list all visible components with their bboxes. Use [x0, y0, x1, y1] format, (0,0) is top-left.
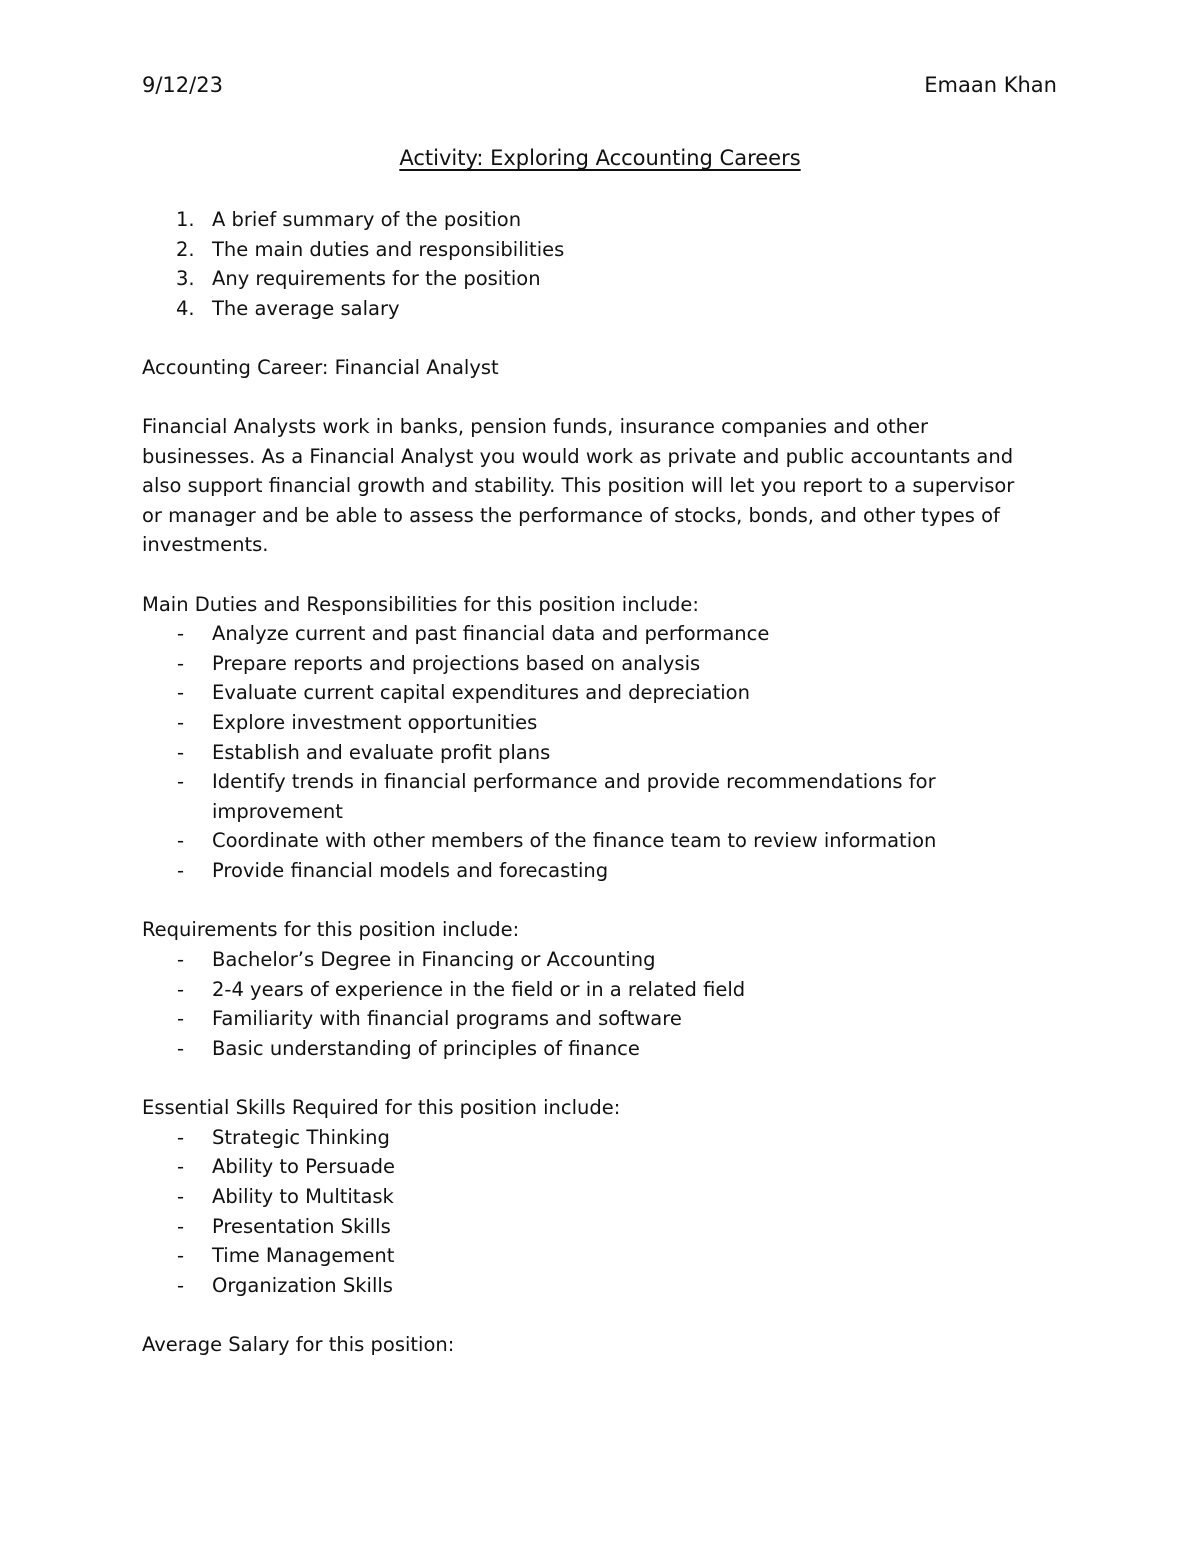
bullet-dash: - — [177, 770, 185, 793]
summary-line: or manager and be able to assess the performance of stocks, bonds, and other types of — [142, 504, 1000, 527]
duty-item: Provide financial models and forecasting — [212, 859, 609, 882]
bullet-dash: - — [177, 652, 185, 675]
bullet-dash: - — [177, 1126, 185, 1149]
bullet-dash: - — [177, 741, 185, 764]
prompt-item: The average salary — [212, 297, 400, 320]
skill-item: Organization Skills — [212, 1274, 393, 1297]
bullet-dash: - — [177, 681, 185, 704]
prompt-number: 4. — [176, 297, 195, 320]
salary-heading: Average Salary for this position: — [142, 1333, 455, 1356]
requirement-item: Basic understanding of principles of finance — [212, 1037, 640, 1060]
summary-line: businesses. As a Financial Analyst you would work as private and public accountants and — [142, 445, 1014, 468]
prompt-number: 3. — [176, 267, 195, 290]
bullet-dash: - — [177, 622, 185, 645]
document-title-text: Activity: Exploring Accounting Careers — [399, 146, 801, 170]
bullet-dash: - — [177, 948, 185, 971]
bullet-dash: - — [177, 1274, 185, 1297]
skill-item: Presentation Skills — [212, 1215, 391, 1238]
bullet-dash: - — [177, 1155, 185, 1178]
document-title — [0, 143, 1200, 173]
summary-line: also support financial growth and stability. This position will let you report to a supervisor — [142, 474, 1015, 497]
duties-heading: Main Duties and Responsibilities for this position include: — [142, 593, 699, 616]
header-date: 9/12/23 — [142, 73, 223, 97]
requirements-heading: Requirements for this position include: — [142, 918, 520, 941]
skill-item: Time Management — [212, 1244, 395, 1267]
bullet-dash: - — [177, 1215, 185, 1238]
prompt-number: 1. — [176, 208, 195, 231]
duty-item: Identify trends in financial performance and provide recommendations for — [212, 770, 936, 793]
duty-item: Evaluate current capital expenditures and depreciation — [212, 681, 750, 704]
skills-heading: Essential Skills Required for this position include: — [142, 1096, 621, 1119]
requirement-item: Bachelor’s Degree in Financing or Accounting — [212, 948, 656, 971]
duty-item: Analyze current and past financial data and performance — [212, 622, 770, 645]
bullet-dash: - — [177, 859, 185, 882]
prompt-number: 2. — [176, 238, 195, 261]
bullet-dash: - — [177, 1007, 185, 1030]
skill-item: Ability to Persuade — [212, 1155, 396, 1178]
bullet-dash: - — [177, 829, 185, 852]
summary-line: Financial Analysts work in banks, pension funds, insurance companies and other — [142, 415, 929, 438]
bullet-dash: - — [177, 978, 185, 1001]
prompt-item: Any requirements for the position — [212, 267, 541, 290]
career-label: Accounting Career: Financial Analyst — [142, 356, 499, 379]
bullet-dash: - — [177, 1185, 185, 1208]
skill-item: Ability to Multitask — [212, 1185, 394, 1208]
summary-line: investments. — [142, 533, 269, 556]
duty-item: Establish and evaluate profit plans — [212, 741, 551, 764]
duty-item: Explore investment opportunities — [212, 711, 538, 734]
bullet-dash: - — [177, 1244, 185, 1267]
skill-item: Strategic Thinking — [212, 1126, 390, 1149]
requirement-item: 2-4 years of experience in the field or in a related field — [212, 978, 746, 1001]
duty-item: Coordinate with other members of the finance team to review information — [212, 829, 937, 852]
bullet-dash: - — [177, 711, 185, 734]
duty-item: Prepare reports and projections based on analysis — [212, 652, 701, 675]
prompt-item: A brief summary of the position — [212, 208, 522, 231]
bullet-dash: - — [177, 1037, 185, 1060]
duty-item-continuation: improvement — [212, 800, 343, 823]
requirement-item: Familiarity with financial programs and software — [212, 1007, 682, 1030]
prompt-item: The main duties and responsibilities — [212, 238, 565, 261]
header-author: Emaan Khan — [924, 73, 1057, 97]
